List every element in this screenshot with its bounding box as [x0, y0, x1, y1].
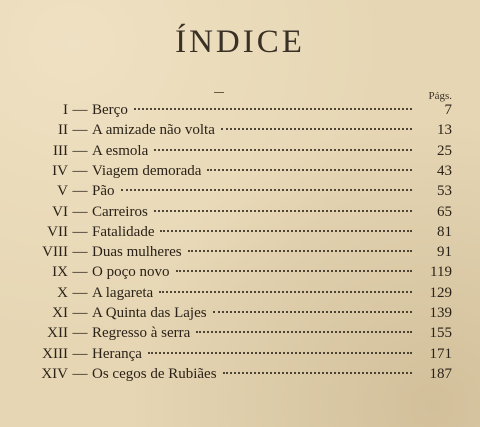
page-number: 53	[437, 183, 452, 200]
page-number: 7	[444, 102, 452, 118]
chapter-number: VI	[52, 203, 68, 220]
chapter-title: Carreiros	[92, 203, 148, 220]
chapter-number: II	[58, 122, 68, 139]
dot-leader	[134, 108, 412, 110]
page-title: ÍNDICE	[175, 24, 305, 60]
chapter-title: Viagem demorada	[92, 162, 202, 179]
dot-leader	[213, 311, 412, 313]
chapter-title: Pão	[92, 183, 115, 200]
chapter-title: O poço novo	[92, 264, 170, 281]
page-number: 43	[437, 162, 452, 179]
divider	[214, 92, 224, 93]
page-number: 187	[429, 365, 452, 382]
separator-dash: —	[72, 345, 88, 362]
separator-dash: —	[72, 264, 88, 281]
dot-leader	[160, 230, 412, 232]
chapter-number: I	[63, 102, 68, 118]
toc-entry	[18, 346, 452, 367]
chapter-title: Berço	[92, 102, 128, 118]
chapter-number: XIII	[42, 345, 68, 362]
dot-leader	[196, 331, 412, 333]
dot-leader	[148, 352, 412, 354]
separator-dash: —	[72, 142, 88, 159]
dot-leader	[223, 372, 412, 374]
separator-dash: —	[72, 284, 88, 301]
page-number: 91	[437, 244, 452, 261]
toc-entry	[18, 366, 452, 387]
chapter-number: XI	[52, 305, 68, 321]
dot-leader	[188, 250, 412, 252]
page-number: 81	[437, 223, 452, 240]
separator-dash: —	[72, 102, 88, 118]
chapter-number: IX	[52, 264, 68, 281]
chapter-title: Regresso à serra	[92, 325, 191, 342]
toc-entry	[18, 305, 452, 326]
separator-dash: —	[72, 122, 88, 139]
pages-column-header: Págs.	[428, 90, 452, 102]
page-number: 119	[430, 264, 452, 281]
chapter-title: A amizade não volta	[92, 122, 215, 139]
chapter-title: Os cegos de Rubiães	[92, 365, 217, 382]
toc-entry	[18, 143, 452, 164]
chapter-title: Duas mulheres	[92, 244, 182, 261]
dot-leader	[221, 128, 412, 130]
chapter-number: IV	[52, 162, 68, 179]
toc-entry	[18, 204, 452, 225]
page-number: 13	[437, 122, 452, 139]
separator-dash: —	[72, 244, 88, 261]
separator-dash: —	[72, 365, 88, 382]
dot-leader	[159, 291, 412, 293]
toc-entry	[18, 224, 452, 245]
page-number: 171	[429, 345, 452, 362]
page-number: 139	[429, 305, 452, 321]
dot-leader	[207, 169, 412, 171]
separator-dash: —	[72, 203, 88, 220]
separator-dash: —	[72, 325, 88, 342]
chapter-title: A Quinta das Lajes	[92, 305, 207, 321]
chapter-title: A esmola	[92, 142, 149, 159]
dot-leader	[154, 149, 412, 151]
toc-entry	[18, 163, 452, 184]
chapter-number: V	[57, 183, 68, 200]
page-number: 155	[429, 325, 452, 342]
toc-entry	[18, 102, 452, 123]
dot-leader	[154, 210, 412, 212]
chapter-title: Fatalidade	[92, 223, 155, 240]
chapter-number: VIII	[42, 244, 68, 261]
toc-entry	[18, 285, 452, 306]
page-number: 65	[437, 203, 452, 220]
dot-leader	[121, 189, 413, 191]
page-number: 129	[429, 284, 452, 301]
separator-dash: —	[72, 223, 88, 240]
chapter-number: XIV	[41, 365, 68, 382]
chapter-title: Herança	[92, 345, 142, 362]
chapter-number: VII	[47, 223, 68, 240]
chapter-number: X	[57, 284, 68, 301]
chapter-number: III	[53, 142, 68, 159]
page-number: 25	[437, 142, 452, 159]
separator-dash: —	[72, 183, 88, 200]
dot-leader	[176, 270, 413, 272]
chapter-title: A lagareta	[92, 284, 154, 301]
separator-dash: —	[72, 305, 88, 321]
toc-entry	[18, 183, 452, 204]
toc-entry	[18, 264, 452, 285]
chapter-number: XII	[47, 325, 68, 342]
separator-dash: —	[72, 162, 88, 179]
toc-entry	[18, 325, 452, 346]
toc-entry	[18, 122, 452, 143]
toc-entry	[18, 244, 452, 265]
